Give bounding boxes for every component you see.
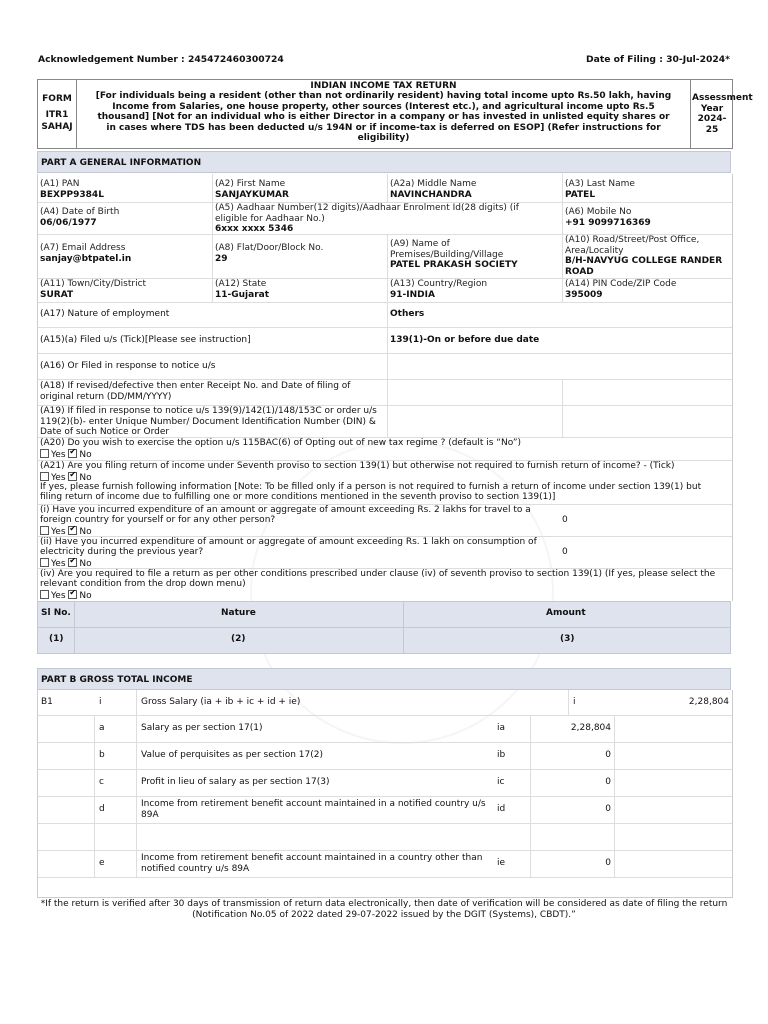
premises-value: PATEL PRAKASH SOCIETY (390, 260, 518, 270)
a15-row (38, 327, 732, 354)
a20-row (38, 437, 732, 461)
salary-row-a (38, 715, 732, 743)
ack-value: 245472460300724 (187, 54, 284, 65)
a17-value: Others (390, 309, 425, 320)
mobile-value: +91 9099716369 (565, 217, 651, 228)
row-d-label: Income from retirement benefit account maintained in a notified country u/s 89A (141, 799, 486, 820)
premises-label: (A9) Name of Premises/Building/Village (390, 239, 504, 260)
q1-value: 0 (562, 515, 568, 525)
ack-label: Acknowledgement Number : (38, 54, 185, 65)
salary-row-spacer (38, 823, 732, 851)
a20-no-checkbox[interactable] (68, 449, 77, 458)
mobile-label: (A6) Mobile No (565, 207, 632, 217)
address-row-2 (38, 278, 732, 303)
b1-label: Gross Salary (ia + ib + ic + id + ie) (141, 697, 301, 708)
th-nature: Nature (221, 608, 256, 618)
col-num-1: (1) (49, 634, 64, 644)
address-row-1 (38, 234, 732, 279)
a18-date (563, 379, 732, 405)
q1-yes-checkbox[interactable] (40, 526, 49, 535)
mobile-cell (563, 202, 732, 234)
pin-cell (563, 278, 732, 302)
town-label: (A11) Town/City/District (40, 279, 147, 289)
filing-value: 30-Jul-2024* (666, 54, 730, 65)
b1-code: B1 (41, 697, 53, 708)
th-sl-no: Sl No. (41, 608, 71, 618)
ay-value: 2024-25 (697, 114, 727, 135)
ay-label-2: Year (700, 103, 724, 114)
rule-4 (568, 690, 569, 715)
q1-yes-label: Yes (51, 527, 66, 537)
email-value: sanjay@btpatel.in (40, 253, 132, 264)
salary-row-c (38, 769, 732, 797)
form-title: INDIAN INCOME TAX RETURN (310, 81, 457, 91)
a19-row (38, 405, 732, 438)
form-header (37, 79, 753, 149)
a21-no-checkbox[interactable] (68, 472, 77, 481)
q2-yes-checkbox[interactable] (40, 558, 49, 567)
form-itr: ITR1 (45, 110, 69, 120)
q2-row (38, 536, 732, 569)
a15-label: (A15)(a) Filed u/s (Tick)[Please see instruction] (38, 327, 388, 353)
email-cell (38, 234, 213, 278)
aadhaar-value: 6xxx xxxx 5346 (215, 224, 294, 234)
row-c-value: 0 (605, 777, 611, 788)
q4-label: (iv) Are you required to file a return as per other conditions prescribed under clause (iv) of seventh proviso to section 139(1) (If yes, please select the relevant condition from the drop down menu) (40, 569, 716, 589)
email-label: (A7) Email Address (40, 243, 126, 253)
rule-3 (530, 715, 531, 877)
country-cell (388, 278, 563, 302)
row-a-letter: a (99, 723, 105, 734)
row-e-value: 0 (605, 858, 611, 869)
last-name-label: (A3) Last Name (565, 179, 635, 189)
last-name-value: PATEL (565, 189, 596, 200)
a21-no-label: No (79, 473, 92, 483)
filing-label: Date of Filing : (586, 54, 663, 65)
part-a-grid (37, 174, 733, 601)
first-name-value: SANJAYKUMAR (215, 189, 289, 200)
middle-name-value: NAVINCHANDRA (390, 189, 472, 200)
middle-name-label: (A2a) Middle Name (390, 179, 477, 189)
row-b-ref: ib (497, 750, 506, 761)
row-e-ref: ie (497, 858, 506, 869)
dob-label: (A4) Date of Birth (40, 207, 120, 217)
row-c-ref: ic (497, 777, 505, 788)
pin-value: 395009 (565, 289, 603, 300)
b1-ref: i (573, 697, 576, 708)
rule-5 (614, 715, 615, 877)
a20-no-label: No (79, 450, 92, 460)
q1-no-checkbox[interactable] (68, 526, 77, 535)
row-b-label: Value of perquisites as per section 17(2) (141, 750, 323, 761)
row-d-ref: id (497, 804, 506, 815)
form-sahaj: SAHAJ (41, 122, 73, 132)
form-label: FORM (42, 94, 72, 104)
q2-no-label: No (79, 559, 92, 569)
a20-label: (A20) Do you wish to exercise the option u/s 115BAC(6) of Opting out of new tax regime ? (default is “No”) (40, 438, 522, 448)
part-b-heading: PART B GROSS TOTAL INCOME (37, 668, 731, 690)
premises-cell (388, 234, 563, 278)
b1-value: 2,28,804 (688, 697, 729, 708)
a19-date (563, 405, 732, 437)
a16-label: (A16) Or Filed in response to notice u/s (38, 353, 388, 379)
top-bar (38, 54, 730, 68)
first-name-label: (A2) First Name (215, 179, 286, 189)
q1-row (38, 504, 732, 537)
ay-label-1: Assessment (692, 93, 753, 103)
dob-row (38, 202, 732, 235)
row-e-letter: e (99, 858, 105, 869)
first-name-cell (213, 174, 388, 202)
state-label: (A12) State (215, 279, 267, 289)
th-amount: Amount (546, 608, 586, 618)
state-value: 11-Gujarat (215, 289, 270, 300)
q2-label: (ii) Have you incurred expenditure of amount or aggregate of amount exceeding Rs. 1 lakh on consumption of electricity during the previous year? (40, 537, 537, 557)
assessment-year (692, 80, 753, 148)
a18-row (38, 379, 732, 406)
town-cell (38, 278, 213, 302)
a20-options (40, 449, 92, 460)
q4-no-checkbox[interactable] (68, 590, 77, 599)
col-num-3: (3) (560, 634, 575, 644)
form-title-block (77, 80, 691, 148)
state-cell (213, 278, 388, 302)
row-a-value: 2,28,804 (570, 723, 611, 734)
a15-value: 139(1)-On or before due date (390, 334, 540, 345)
part-b-table (37, 690, 733, 898)
q4-row (38, 568, 732, 601)
pan-value: BEXPP9384L (40, 189, 104, 200)
a18-label: (A18) If revised/defective then enter Receipt No. and Date of filing of original return (DD/MM/YYYY) (38, 379, 388, 405)
aadhaar-cell (213, 202, 563, 234)
q4-options (40, 590, 92, 601)
date-of-filing (586, 54, 730, 65)
flat-value: 29 (215, 253, 228, 264)
middle-name-cell (388, 174, 563, 202)
a17-row (38, 302, 732, 328)
a16-value (388, 353, 732, 379)
row-e-label: Income from retirement benefit account maintained in a country other than notified country u/s 89A (141, 853, 483, 874)
a17-label: (A17) Nature of employment (38, 302, 388, 327)
rule-1 (94, 715, 95, 877)
a16-row (38, 353, 732, 380)
a18-receipt (388, 379, 563, 405)
town-value: SURAT (40, 289, 74, 300)
a20-yes-checkbox[interactable] (40, 449, 49, 458)
flat-cell (213, 234, 388, 278)
salary-row-b (38, 742, 732, 770)
pan-cell (38, 174, 213, 202)
a21-label: (A21) Are you filing return of income under Seventh proviso to section 139(1) but otherwise not required to furnish return of income? - (Tick) (40, 461, 675, 471)
row-c-letter: c (99, 777, 104, 788)
rule-2 (136, 690, 137, 877)
flat-label: (A8) Flat/Door/Block No. (215, 243, 324, 253)
a21-row (38, 460, 732, 505)
b1-roman: i (99, 697, 102, 708)
a21-yes-label: Yes (51, 473, 66, 483)
name-row (38, 174, 732, 203)
q4-no-label: No (79, 591, 92, 601)
row-b-letter: b (99, 750, 105, 761)
a21-yes-checkbox[interactable] (40, 472, 49, 481)
road-value: B/H-NAVYUG COLLEGE RANDER ROAD (565, 256, 723, 277)
road-label: (A10) Road/Street/Post Office, Area/Locality (565, 235, 700, 256)
row-d-value: 0 (605, 804, 611, 815)
row-c-label: Profit in lieu of salary as per section 17(3) (141, 777, 330, 788)
country-label: (A13) Country/Region (390, 279, 488, 289)
last-name-cell (563, 174, 732, 202)
row-d-letter: d (99, 804, 105, 815)
col-num-2: (2) (231, 634, 246, 644)
acknowledgement-number (38, 54, 284, 65)
salary-row-d (38, 796, 732, 824)
dob-value: 06/06/1977 (40, 217, 97, 228)
a19-label: (A19) If filed in response to notice u/s 139(9)/142(1)/148/153C or order u/s 119(2)(b)- enter Unique Number/ Document Identification Number (DIN) & Date of such Notice or Order (38, 405, 388, 437)
q4-yes-checkbox[interactable] (40, 590, 49, 599)
row-a-ref: ia (497, 723, 506, 734)
q2-yes-label: Yes (51, 559, 66, 569)
pan-label: (A1) PAN (40, 179, 80, 189)
a20-yes-label: Yes (51, 450, 66, 460)
form-subtitle: [For individuals being a resident (other than not ordinarily resident) having total income upto Rs.50 lakh, having Income from Salaries, one house property, other sources (Interest etc.), and agricultural income upto Rs.5 thousand] [Not for an individual who is either Director in a company or has invested in unlisted equity shares or in cases where TDS has been deducted u/s 194N or if income-tax is deferred on ESOP] (Refer instructions for eligibility) (95, 91, 672, 144)
salary-row-e (38, 850, 732, 878)
q2-no-checkbox[interactable] (68, 558, 77, 567)
row-divider (38, 627, 730, 628)
row-a-label: Salary as per section 17(1) (141, 723, 263, 734)
b1-row (38, 690, 732, 716)
part-a-heading: PART A GENERAL INFORMATION (37, 151, 731, 173)
q1-no-label: No (79, 527, 92, 537)
row-b-value: 0 (605, 750, 611, 761)
footnote: *If the return is verified after 30 days of transmission of return data electronically, then date of verification will be considered as date of filing the return (Notification No.05 of 2022 dated 29-07-2022 issued by the DGIT (Systems), CBDT).” (40, 899, 728, 920)
road-cell (563, 234, 732, 278)
aadhaar-label: (A5) Aadhaar Number(12 digits)/Aadhaar Enrolment Id(28 digits) (if eligible for Aadhaar No.) (215, 203, 519, 224)
country-value: 91-INDIA (390, 289, 435, 300)
a21-note: If yes, please furnish following information [Note: To be filled only if a person is not required to furnish a return of income under section 139(1) but filing return of income due to fulfilling one or more conditions mentioned in the seventh proviso to section 139(1)] (40, 482, 702, 502)
pin-label: (A14) PIN Code/ZIP Code (565, 279, 677, 289)
a19-din (388, 405, 563, 437)
q2-value: 0 (562, 547, 568, 557)
nature-table (37, 601, 731, 654)
dob-cell (38, 202, 213, 234)
form-name (38, 80, 77, 148)
q1-label: (i) Have you incurred expenditure of an amount or aggregate of amount exceeding Rs. 2 lakhs for travel to a foreign country for yourself or for any other person? (40, 505, 531, 525)
q4-yes-label: Yes (51, 591, 66, 601)
